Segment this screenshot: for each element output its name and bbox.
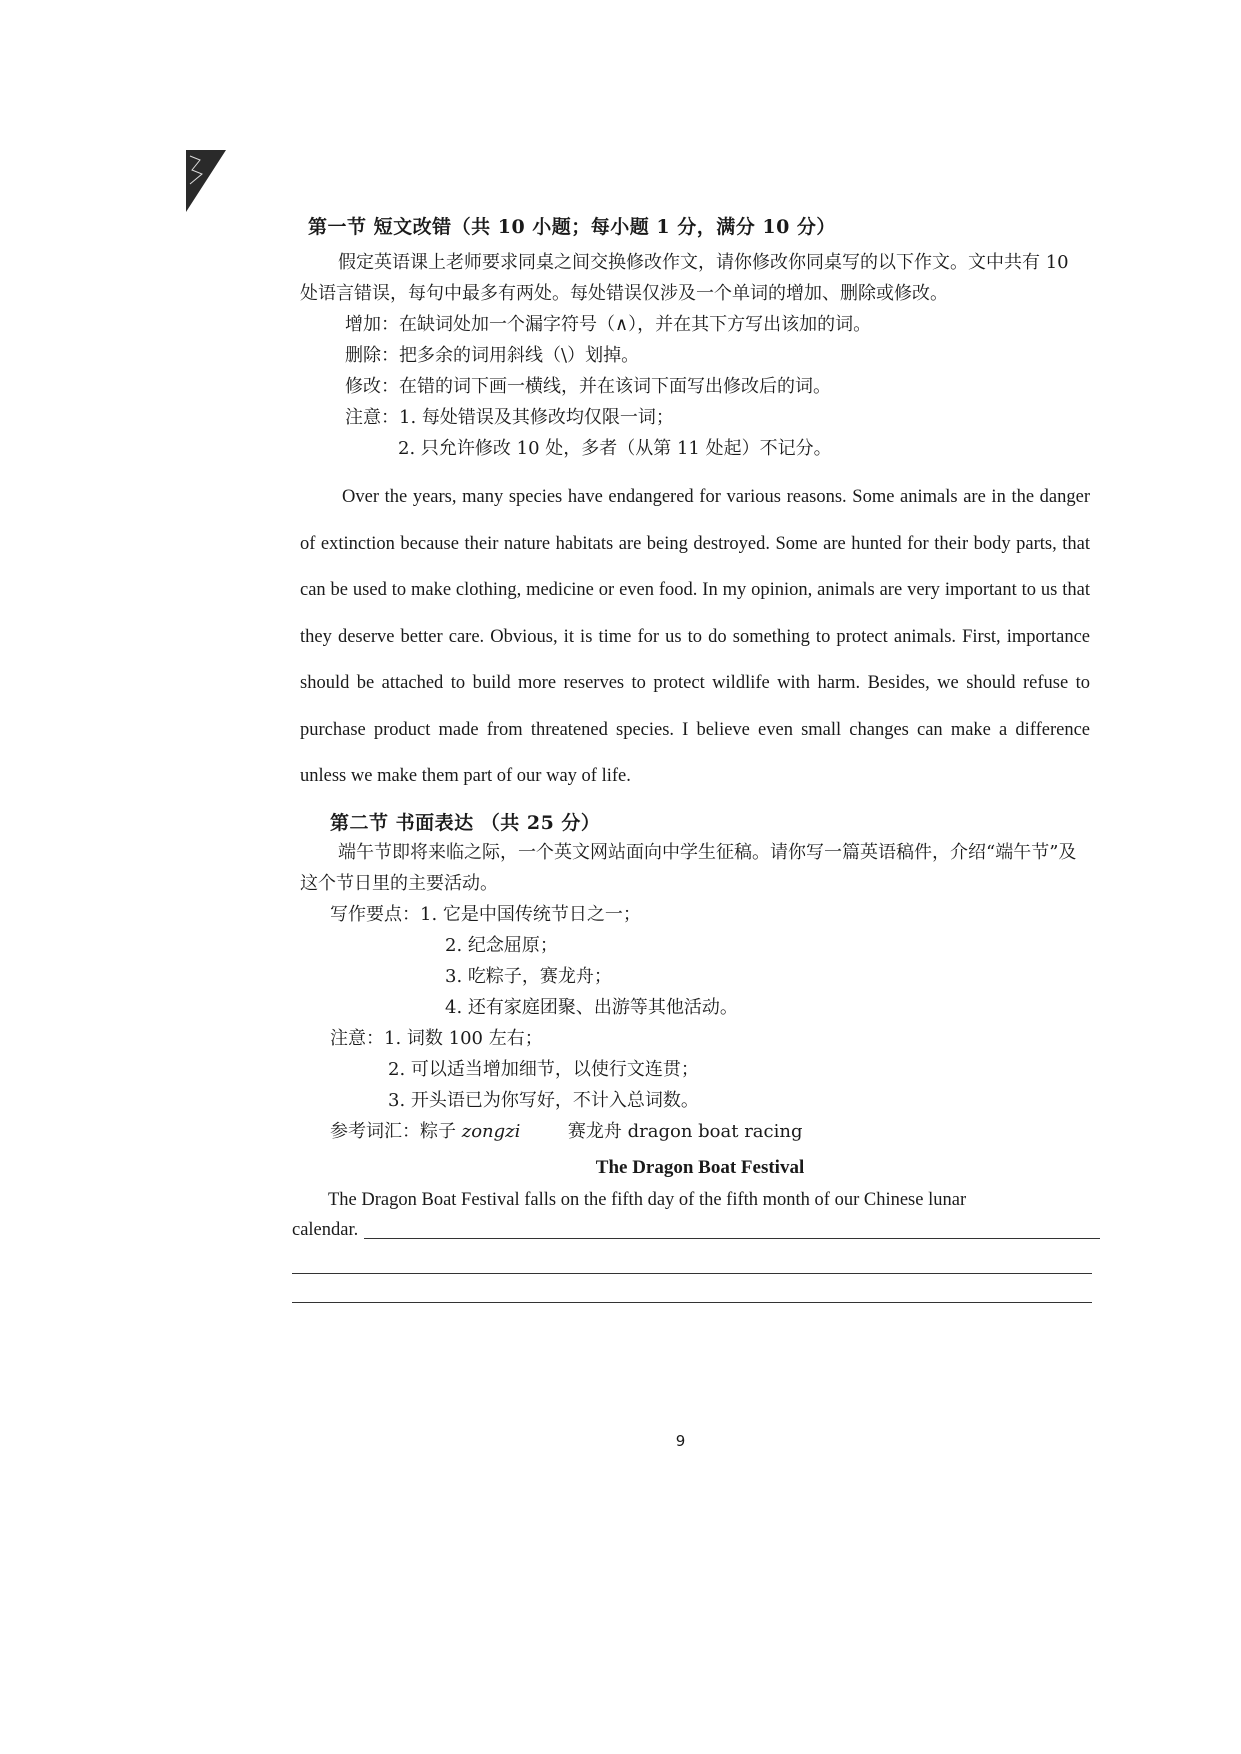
section2-heading: 第二节 书面表达 （共 25 分） (330, 811, 601, 834)
rule-delete: 删除：把多余的词用斜线（\）划掉。 (345, 345, 640, 366)
section1-heading: 第一节 短文改错（共 10 小题；每小题 1 分，满分 10 分） (308, 216, 836, 238)
answer-line-2[interactable] (292, 1273, 1092, 1274)
section2-intro: 端午节即将来临之际，一个英文网站面向中学生征稿。请你写一篇英语稿件，介绍“端午节”及这个节日里的主要活动。 (300, 841, 1077, 894)
rule-note-2: 2. 只允许修改 10 处，多者（从第 11 处起）不记分。 (398, 438, 832, 459)
answer-line-1[interactable] (364, 1238, 1100, 1239)
essay-opening-end: calendar. (292, 1219, 359, 1240)
writing-point-3: 3. 吃粽子，赛龙舟； (445, 965, 612, 987)
error-correction-passage (300, 474, 1090, 800)
note-3: 3. 开头语已为你写好，不计入总词数。 (388, 1089, 699, 1111)
writing-points-label: 写作要点：1. 它是中国传统节日之一； (330, 903, 641, 925)
notes-label: 注意：1. 词数 100 左右； (330, 1027, 543, 1049)
essay-first-line (292, 1215, 1090, 1245)
rule-add: 增加：在缺词处加一个漏字符号（∧），并在其下方写出该加的词。 (345, 314, 872, 335)
reference-vocab (300, 1116, 1090, 1147)
rule-note-1: 注意：1. 每处错误及其修改均仅限一词； (345, 407, 674, 428)
page-number: 9 (675, 1432, 686, 1450)
writing-point-4: 4. 还有家庭团聚、出游等其他活动。 (445, 996, 738, 1018)
writing-point-2: 2. 纪念屈原； (445, 934, 558, 956)
passage-text: Over the years, many species have endangered for various reasons. Some animals are in the danger of extinction because their nature habitats are being destroyed. Some are hunted for their body parts, that can be used to make clothing, medicine or even food. In my opinion, animals are very important to us that they deserve better care. Obvious, it is time for us to do something to protect animals. First, importance should be attached to build more reserves to protect wildlife with harm. Besides, we should refuse to purchase product made from threatened species. I believe even small changes can make a difference unless we make them part of our way of life. (300, 487, 1090, 786)
vocab-label: 参考词汇：粽子 (330, 1120, 456, 1142)
scan-corner-mark (186, 150, 226, 212)
essay-opening: The Dragon Boat Festival falls on the fifth day of the fifth month of our Chinese lunar (328, 1189, 967, 1210)
vocab-zongzi: zongzi (461, 1120, 521, 1142)
rule-modify: 修改：在错的词下画一横线，并在该词下面写出修改后的词。 (345, 376, 831, 397)
section1-intro: 假定英语课上老师要求同桌之间交换修改作文，请你修改你同桌写的以下作文。文中共有 10 处语言错误，每句中最多有两处。每处错误仅涉及一个单词的增加、删除或修改。 (300, 252, 1069, 304)
note-2: 2. 可以适当增加细节，以使行文连贯； (388, 1058, 699, 1080)
vocab-dragon-boat: 赛龙舟 dragon boat racing (567, 1120, 803, 1142)
essay-title: The Dragon Boat Festival (595, 1156, 805, 1178)
answer-line-3[interactable] (292, 1302, 1092, 1303)
exam-page (292, 212, 1090, 1303)
